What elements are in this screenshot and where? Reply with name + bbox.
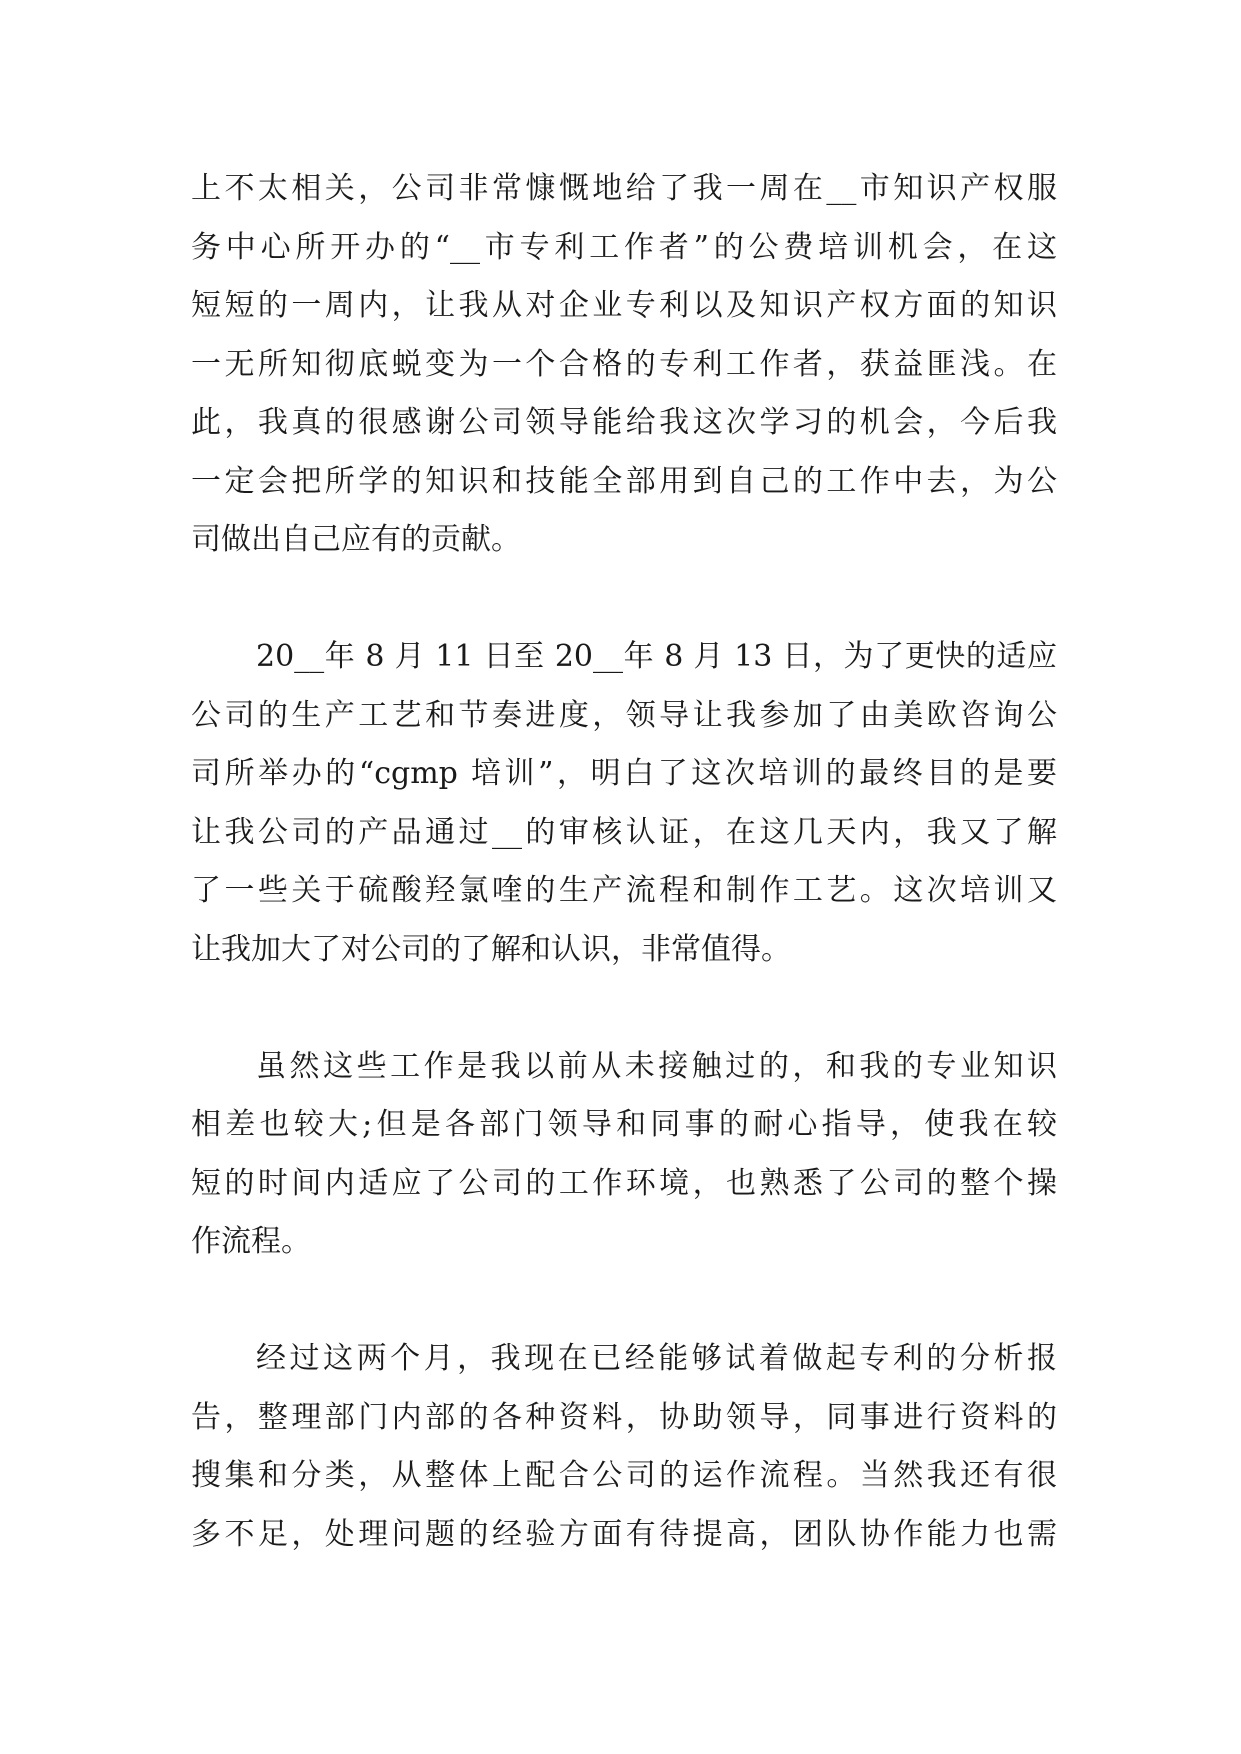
paragraph xyxy=(191,160,1057,570)
text-line: 务中心所开办的“__市专利工作者”的公费培训机会，在这 xyxy=(191,229,1057,265)
text-line: 让我公司的产品通过__的审核认证，在这几天内，我又了解 xyxy=(191,814,1057,850)
paragraph xyxy=(191,628,1057,979)
text-line: 相差也较大;但是各部门领导和同事的耐心指导，使我在较 xyxy=(191,1107,1057,1142)
text-line: 告，整理部门内部的各种资料，协助领导，同事进行资料的 xyxy=(191,1399,1057,1435)
text-line: 经过这两个月，我现在已经能够试着做起专利的分析报 xyxy=(256,1341,1057,1376)
text-line: 一定会把所学的知识和技能全部用到自己的工作中去，为公 xyxy=(191,463,1057,499)
text-line: 虽然这些工作是我以前从未接触过的，和我的专业知识 xyxy=(256,1048,1057,1084)
text-line: 搜集和分类，从整体上配合公司的运作流程。当然我还有很 xyxy=(191,1458,1057,1493)
text-line: 此，我真的很感谢公司领导能给我这次学习的机会，今后我 xyxy=(191,405,1057,440)
document-page xyxy=(191,160,1057,1623)
text-line: 一无所知彻底蜕变为一个合格的专利工作者，获益匪浅。在 xyxy=(191,346,1057,382)
text-line: 短的时间内适应了公司的工作环境，也熟悉了公司的整个操 xyxy=(191,1165,1057,1201)
text-line: 了一些关于硫酸羟氯喹的生产流程和制作工艺。这次培训又 xyxy=(191,873,1057,908)
text-line: 多不足，处理问题的经验方面有待提高，团队协作能力也需 xyxy=(191,1516,1057,1552)
paragraph xyxy=(191,1330,1057,1564)
text-line: 司所举办的“cgmp 培训”，明白了这次培训的最终目的是要 xyxy=(191,756,1057,791)
paragraph xyxy=(191,1038,1057,1272)
text-line: 上不太相关，公司非常慷慨地给了我一周在__市知识产权服 xyxy=(191,171,1057,206)
text-line: 短短的一周内，让我从对企业专利以及知识产权方面的知识 xyxy=(191,288,1057,323)
text-line: 司做出自己应有的贡献。 xyxy=(191,522,521,557)
text-line: 作流程。 xyxy=(191,1224,311,1259)
text-line: 20__年 8 月 11 日至 20__年 8 月 13 日，为了更快的适应 xyxy=(256,639,1057,674)
text-line: 公司的生产工艺和节奏进度，领导让我参加了由美欧咨询公 xyxy=(191,697,1057,733)
text-line: 让我加大了对公司的了解和认识，非常值得。 xyxy=(191,931,791,967)
